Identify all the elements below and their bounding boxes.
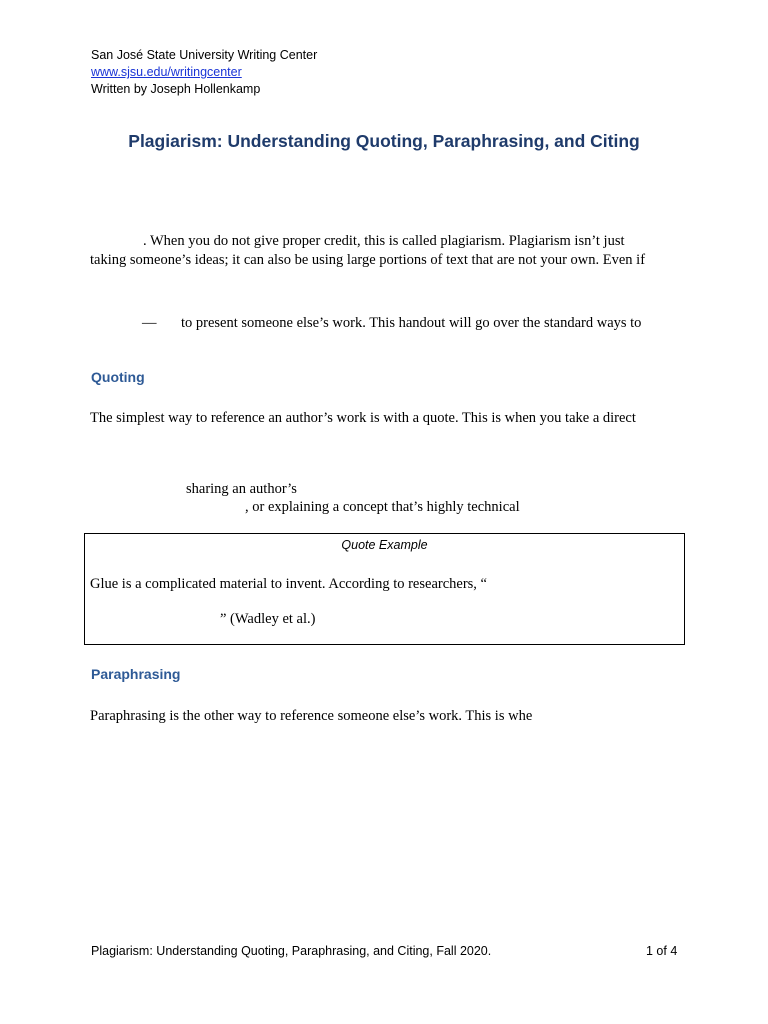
footer-citation: Plagiarism: Understanding Quoting, Paraphrasing, and Citing, Fall 2020. [91,944,492,958]
intro-em-dash: — [142,315,157,331]
quote-example-label: Quote Example [341,538,428,552]
quote-example-line-2: ” (Wadley et al.) [220,611,316,627]
quoting-line-2: sharing an author’s [186,481,297,497]
quoting-line-3: , or explaining a concept that’s highly technical [245,499,520,515]
header-author: Written by Joseph Hollenkamp [91,82,261,96]
quote-example-box [84,533,685,645]
header-website-link[interactable]: www.sjsu.edu/writingcenter [91,65,242,79]
intro-line-2: taking someone’s ideas; it can also be using large portions of text that are not your own. Even if [90,252,646,268]
footer-page-number: 1 of 4 [646,944,678,958]
intro-line-1: . When you do not give proper credit, this is called plagiarism. Plagiarism isn’t just [143,233,625,249]
header-organization: San José State University Writing Center [91,48,318,62]
quote-example-line-1: Glue is a complicated material to invent. According to researchers, “ [90,576,487,592]
intro-line-3: to present someone else’s work. This handout will go over the standard ways to [181,315,642,331]
paraphrasing-line-1: Paraphrasing is the other way to reference someone else’s work. This is whe [90,708,533,724]
document-title: Plagiarism: Understanding Quoting, Paraphrasing, and Citing [128,131,640,151]
paraphrasing-heading: Paraphrasing [91,666,181,682]
quoting-heading: Quoting [91,369,145,385]
quoting-line-1: The simplest way to reference an author’s work is with a quote. This is when you take a direct [90,410,636,426]
